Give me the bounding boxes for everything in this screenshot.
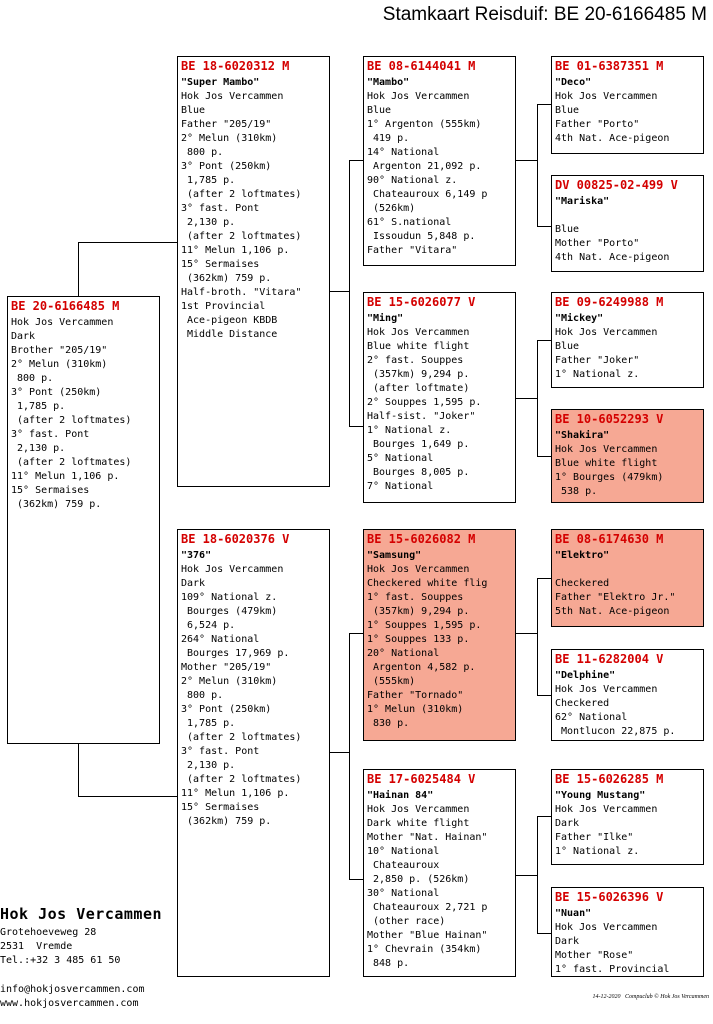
- connector: [537, 104, 552, 105]
- info-line: 1° Chevrain (354km): [367, 944, 482, 955]
- info-line: Mother "Porto": [555, 238, 640, 249]
- info-line: 4th Nat. Ace-pigeon: [555, 133, 670, 144]
- info-line: 1st Provincial: [181, 301, 266, 312]
- info-line: 4th Nat. Ace-pigeon: [555, 252, 670, 263]
- address-line: Tel.:+32 3 485 61 50: [0, 955, 121, 966]
- pigeon-name: "Nuan": [555, 908, 592, 919]
- info-line: (after loftmate): [367, 383, 470, 394]
- connector: [537, 816, 552, 817]
- info-line: Dark: [555, 818, 580, 829]
- ring-number: BE 11-6282004 V: [555, 652, 664, 666]
- ring-number: BE 20-6166485 M: [11, 299, 120, 313]
- info-line: (357km) 9,294 p.: [367, 606, 470, 617]
- connector: [537, 695, 552, 696]
- info-line: Hok Jos Vercammen: [367, 804, 470, 815]
- info-line: (after 2 loftmates): [181, 774, 302, 785]
- info-line: 800 p.: [11, 373, 54, 384]
- info-line: 7° National: [367, 481, 434, 492]
- info-line: (after 2 loftmates): [11, 415, 132, 426]
- pigeon-card-sss: [551, 56, 704, 154]
- pigeon-card-sire-dam: [363, 292, 516, 503]
- info-line: Bourges 1,649 p.: [367, 439, 470, 450]
- connector: [537, 104, 538, 226]
- info-line: 15° Sermaises: [181, 259, 260, 270]
- info-line: 20° National: [367, 648, 440, 659]
- info-line: 2,130 p.: [181, 760, 236, 771]
- ring-number: BE 08-6144041 M: [367, 59, 476, 73]
- owner-contact: [0, 983, 145, 1011]
- connector: [78, 744, 79, 796]
- address-line: 2531 Vremde: [0, 941, 73, 952]
- connector: [349, 426, 364, 427]
- connector: [515, 398, 537, 399]
- info-line: 2° Melun (310km): [181, 133, 278, 144]
- connector: [537, 340, 538, 456]
- info-line: 62° National: [555, 712, 628, 723]
- pigeon-name: "Young Mustang": [555, 790, 646, 801]
- info-line: Argenton 4,582 p.: [367, 662, 476, 673]
- info-line: 1° Souppes 1,595 p.: [367, 620, 482, 631]
- info-line: Dark: [11, 331, 36, 342]
- connector: [537, 578, 538, 695]
- info-line: Hok Jos Vercammen: [555, 91, 658, 102]
- info-line: 2° Melun (310km): [11, 359, 108, 370]
- connector: [515, 875, 537, 876]
- info-line: 11° Melun 1,106 p.: [181, 245, 290, 256]
- info-line: Mother "Rose": [555, 950, 634, 961]
- pigeon-name: "Samsung": [367, 550, 422, 561]
- info-line: 11° Melun 1,106 p.: [181, 788, 290, 799]
- connector: [78, 242, 178, 243]
- info-line: 11° Melun 1,106 p.: [11, 471, 120, 482]
- pigeon-card-dss: [551, 529, 704, 627]
- info-line: 30° National: [367, 888, 440, 899]
- info-line: Father "Joker": [555, 355, 640, 366]
- connector: [537, 816, 538, 933]
- ring-number: BE 09-6249988 M: [555, 295, 664, 309]
- connector: [329, 752, 349, 753]
- info-line: 3° Pont (250km): [181, 704, 272, 715]
- info-line: Middle Distance: [181, 329, 278, 340]
- pigeon-card-sds: [551, 292, 704, 388]
- ring-number: BE 15-6026077 V: [367, 295, 476, 309]
- info-line: (after 2 loftmates): [181, 231, 302, 242]
- info-line: (other race): [367, 916, 446, 927]
- connector: [349, 633, 364, 634]
- pigeon-card-sdd: [551, 409, 704, 503]
- info-line: Hok Jos Vercammen: [555, 684, 658, 695]
- info-line: Mother "Blue Hainan": [367, 930, 488, 941]
- info-line: (after 2 loftmates): [181, 189, 302, 200]
- info-line: Hok Jos Vercammen: [181, 91, 284, 102]
- info-line: Dark: [181, 578, 206, 589]
- info-line: Blue white flight: [367, 341, 470, 352]
- info-line: 3° Pont (250km): [181, 161, 272, 172]
- info-line: Mother "205/19": [181, 662, 272, 673]
- info-line: Hok Jos Vercammen: [555, 922, 658, 933]
- info-line: Checkered white flig: [367, 578, 488, 589]
- info-line: 2° Souppes 1,595 p.: [367, 397, 482, 408]
- info-line: 6,524 p.: [181, 620, 236, 631]
- info-line: 1° Argenton (555km): [367, 119, 482, 130]
- connector: [537, 456, 552, 457]
- pigeon-name: "Deco": [555, 77, 592, 88]
- info-line: Issoudun 5,848 p.: [367, 231, 476, 242]
- info-line: 5° National: [367, 453, 434, 464]
- info-line: 2,130 p.: [11, 443, 66, 454]
- email-link[interactable]: info@hokjosvercammen.com: [0, 984, 145, 995]
- connector: [537, 340, 552, 341]
- info-line: Blue: [181, 105, 206, 116]
- info-line: Chateauroux 6,149 p: [367, 189, 488, 200]
- connector: [329, 291, 349, 292]
- connector: [537, 226, 552, 227]
- ring-number: BE 08-6174630 M: [555, 532, 664, 546]
- info-line: Dark: [555, 936, 580, 947]
- info-line: Hok Jos Vercammen: [555, 327, 658, 338]
- info-line: 1° National z.: [555, 846, 640, 857]
- info-line: Mother "Nat. Hainan": [367, 832, 488, 843]
- website-link[interactable]: www.hokjosvercammen.com: [0, 998, 139, 1009]
- info-line: Hok Jos Vercammen: [181, 564, 284, 575]
- pigeon-name: "Delphine": [555, 670, 616, 681]
- connector: [349, 160, 350, 426]
- info-line: 1° Bourges (479km): [555, 472, 664, 483]
- pigeon-card-dam: [177, 529, 330, 977]
- owner-address: [0, 926, 120, 968]
- connector: [349, 879, 364, 880]
- owner-name: Hok Jos Vercammen: [0, 905, 163, 923]
- pigeon-name: "Ming": [367, 313, 404, 324]
- ring-number: BE 15-6026082 M: [367, 532, 476, 546]
- connector: [78, 796, 178, 797]
- info-line: 538 p.: [555, 486, 598, 497]
- info-line: 1,785 p.: [181, 718, 236, 729]
- info-line: Father "Elektro Jr.": [555, 592, 676, 603]
- pigeon-name: "Super Mambo": [181, 77, 260, 88]
- info-line: 1° National z.: [367, 425, 452, 436]
- pigeon-card-ssd: [551, 175, 704, 272]
- pigeon-card-dam-sire: [363, 529, 516, 741]
- info-line: 5th Nat. Ace-pigeon: [555, 606, 670, 617]
- pigeon-card-subject: [7, 296, 160, 744]
- info-line: 14° National: [367, 147, 440, 158]
- info-line: 800 p.: [181, 147, 224, 158]
- ring-number: BE 10-6052293 V: [555, 412, 664, 426]
- info-line: Bourges 17,969 p.: [181, 648, 290, 659]
- info-line: Blue: [555, 224, 580, 235]
- info-line: 15° Sermaises: [11, 485, 90, 496]
- info-line: Argenton 21,092 p.: [367, 161, 482, 172]
- ring-number: BE 15-6026396 V: [555, 890, 664, 904]
- info-line: Blue: [555, 341, 580, 352]
- connector: [515, 160, 537, 161]
- pigeon-name: "Hainan 84": [367, 790, 434, 801]
- pigeon-name: "Elektro": [555, 550, 610, 561]
- footer-credit: 14-12-2020 Compuclub © Hok Jos Vercammen: [592, 994, 709, 1000]
- info-line: Ace-pigeon KBDB: [181, 315, 278, 326]
- info-line: Hok Jos Vercammen: [555, 444, 658, 455]
- connector: [515, 633, 537, 634]
- info-line: Father "Vitara": [367, 245, 458, 256]
- info-line: Half-broth. "Vitara": [181, 287, 302, 298]
- info-line: 2,850 p. (526km): [367, 874, 470, 885]
- pigeon-card-sire-sire: [363, 56, 516, 266]
- info-line: 1° National z.: [555, 369, 640, 380]
- info-line: 830 p.: [367, 718, 410, 729]
- info-line: 1° fast. Provincial: [555, 964, 670, 975]
- ring-number: BE 18-6020376 V: [181, 532, 290, 546]
- info-line: Checkered: [555, 578, 610, 589]
- info-line: 10° National: [367, 846, 440, 857]
- address-line: Grotehoeveweg 28: [0, 927, 97, 938]
- info-line: (526km): [367, 203, 416, 214]
- connector: [537, 933, 552, 934]
- info-line: Bourges (479km): [181, 606, 278, 617]
- info-line: 3° fast. Pont: [181, 203, 260, 214]
- pigeon-name: "Mickey": [555, 313, 604, 324]
- info-line: Blue: [555, 105, 580, 116]
- info-line: Chateauroux 2,721 p: [367, 902, 488, 913]
- info-line: Hok Jos Vercammen: [555, 804, 658, 815]
- info-line: Bourges 8,005 p.: [367, 467, 470, 478]
- pigeon-card-dsd: [551, 649, 704, 741]
- pigeon-name: "376": [181, 550, 212, 561]
- info-line: Checkered: [555, 698, 610, 709]
- info-line: (555km): [367, 676, 416, 687]
- info-line: 3° fast. Pont: [181, 746, 260, 757]
- info-line: Half-sist. "Joker": [367, 411, 476, 422]
- info-line: 1° fast. Souppes: [367, 592, 464, 603]
- info-line: Father "Porto": [555, 119, 640, 130]
- connector: [349, 160, 364, 161]
- info-line: 419 p.: [367, 133, 410, 144]
- info-line: 109° National z.: [181, 592, 278, 603]
- pigeon-name: "Shakira": [555, 430, 610, 441]
- info-line: [555, 209, 700, 223]
- info-line: 2,130 p.: [181, 217, 236, 228]
- info-line: Hok Jos Vercammen: [367, 327, 470, 338]
- info-line: Brother "205/19": [11, 345, 108, 356]
- pigeon-card-dam-dam: [363, 769, 516, 977]
- info-line: 61° S.national: [367, 217, 452, 228]
- info-line: Father "Tornado": [367, 690, 464, 701]
- info-line: Chateauroux: [367, 860, 440, 871]
- info-line: [555, 563, 700, 577]
- info-line: (362km) 759 p.: [11, 499, 102, 510]
- info-line: 2° fast. Souppes: [367, 355, 464, 366]
- info-line: 264° National: [181, 634, 260, 645]
- info-line: Blue white flight: [555, 458, 658, 469]
- ring-number: BE 01-6387351 M: [555, 59, 664, 73]
- info-line: 3° Pont (250km): [11, 387, 102, 398]
- info-line: 848 p.: [367, 958, 410, 969]
- info-line: 1° Souppes 133 p.: [367, 634, 470, 645]
- pigeon-card-dds: [551, 769, 704, 865]
- info-line: 1,785 p.: [181, 175, 236, 186]
- info-line: (357km) 9,294 p.: [367, 369, 470, 380]
- info-line: 15° Sermaises: [181, 802, 260, 813]
- info-line: Blue: [367, 105, 392, 116]
- pigeon-name: "Mambo": [367, 77, 410, 88]
- info-line: Father "Ilke": [555, 832, 634, 843]
- info-line: Father "205/19": [181, 119, 272, 130]
- info-line: (362km) 759 p.: [181, 816, 272, 827]
- connector: [537, 578, 552, 579]
- info-line: 3° fast. Pont: [11, 429, 90, 440]
- connector: [349, 633, 350, 879]
- info-line: Hok Jos Vercammen: [367, 91, 470, 102]
- info-line: 800 p.: [181, 690, 224, 701]
- info-line: 1° Melun (310km): [367, 704, 464, 715]
- ring-number: BE 15-6026285 M: [555, 772, 664, 786]
- info-line: (after 2 loftmates): [181, 732, 302, 743]
- pigeon-name: "Mariska": [555, 196, 610, 207]
- info-line: Montlucon 22,875 p.: [555, 726, 676, 737]
- ring-number: DV 00825-02-499 V: [555, 178, 678, 192]
- connector: [78, 242, 79, 296]
- info-line: Hok Jos Vercammen: [367, 564, 470, 575]
- info-line: (after 2 loftmates): [11, 457, 132, 468]
- info-line: 90° National z.: [367, 175, 458, 186]
- info-line: Dark white flight: [367, 818, 470, 829]
- ring-number: BE 18-6020312 M: [181, 59, 290, 73]
- info-line: Hok Jos Vercammen: [11, 317, 114, 328]
- pigeon-card-ddd: [551, 887, 704, 977]
- ring-number: BE 17-6025484 V: [367, 772, 476, 786]
- pigeon-card-sire: [177, 56, 330, 487]
- page-title: Stamkaart Reisduif: BE 20-6166485 M: [382, 4, 707, 25]
- info-line: 2° Melun (310km): [181, 676, 278, 687]
- info-line: (362km) 759 p.: [181, 273, 272, 284]
- info-line: 1,785 p.: [11, 401, 66, 412]
